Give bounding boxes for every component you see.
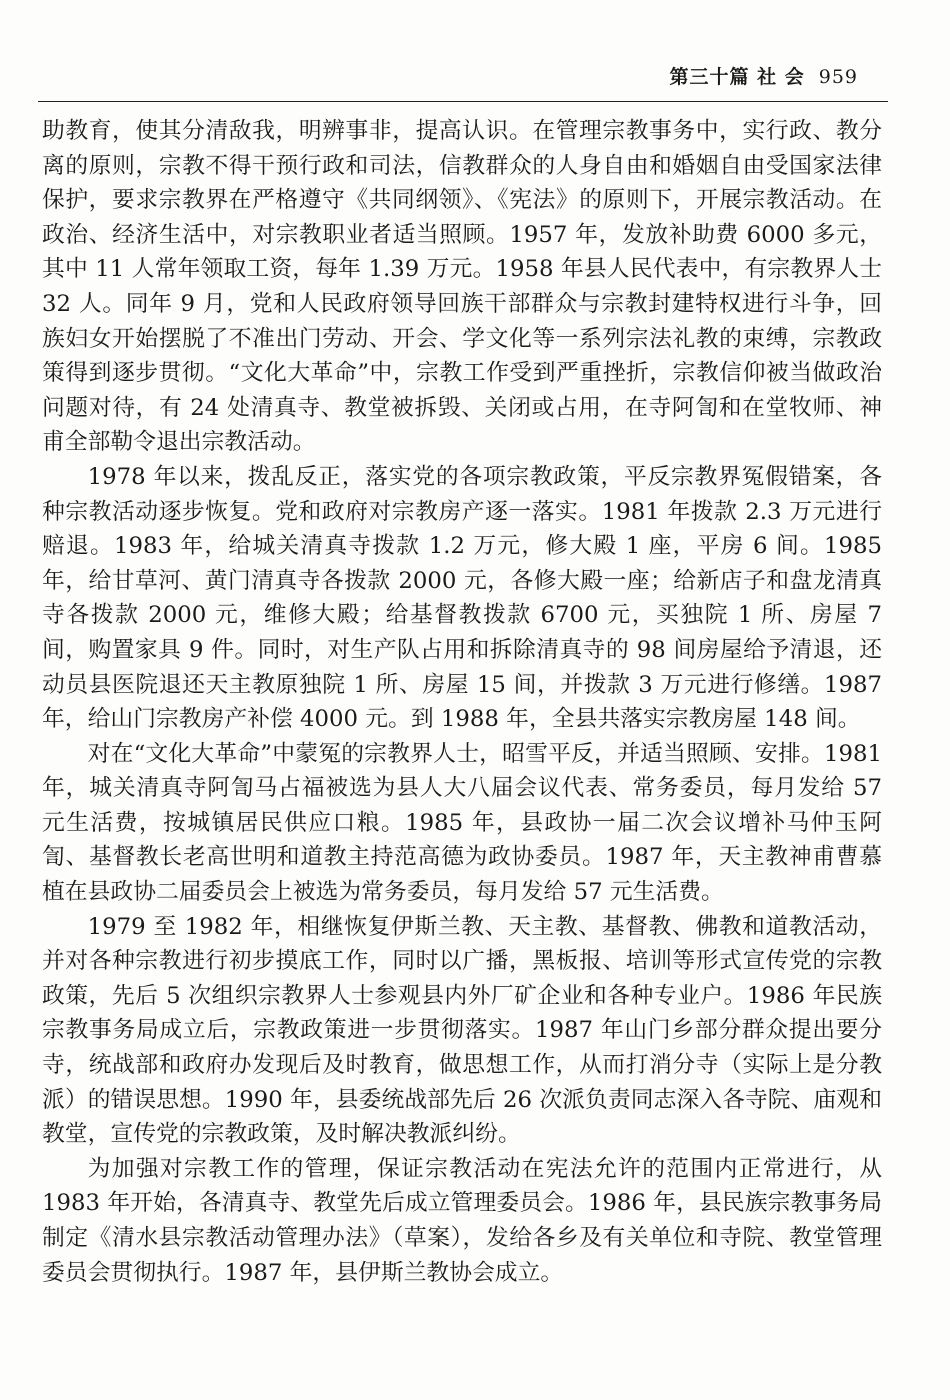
chapter-title: 第三十篇 社 会 <box>669 66 805 88</box>
paragraph: 对在“文化大革命”中蒙冤的宗教界人士，昭雪平反，并适当照顾、安排。1981 年，城关清真寺阿訇马占福被选为县人大八届会议代表、常务委员，每月发给 57 元生活费，按城镇居民供应口粮。1985 年，县政协一届二次会议增补马仲玉阿訇、基督教长老高世明和道教主持范高德为政协委员。1987 年，天主教神甫曹慕植在县政协二届委员会上被选为常务委员，每月发给 57 元生活费。 <box>42 740 882 906</box>
running-header <box>670 62 859 89</box>
paragraph: 1978 年以来，拨乱反正，落实党的各项宗教政策，平反宗教界冤假错案，各种宗教活动逐步恢复。党和政府对宗教房产逐一落实。1981 年拨款 2.3 万元进行赔退。1983 年，给城关清真寺拨款 1.2 万元，修大殿 1 座，平房 6 间。1985 年，给甘草河、黄门清真寺各拨款 2000 元，各修大殿一座；给新店子和盘龙清真寺各拨款 2000 元，维修大殿；给基督教拨款 6700 元，买独院 1 所、房屋 7 间，购置家具 9 件。同时，对生产队占用和拆除清真寺的 98 间房屋给予清退，还动员县医院退还天主教原独院 1 所、房屋 15 间，并拨款 3 万元进行修缮。1987 年，给山门宗教房产补偿 4000 元。到 1988 年，全县共落实宗教房屋 148 间。 <box>42 463 882 733</box>
paragraph: 1979 至 1982 年，相继恢复伊斯兰教、天主教、基督教、佛教和道教活动，并对各种宗教进行初步摸底工作，同时以广播，黑板报、培训等形式宣传党的宗教政策，先后 5 次组织宗教界人士参观县内外厂矿企业和各种专业户。1986 年民族宗教事务局成立后，宗教政策进一步贯彻落实。1987 年山门乡部分群众提出要分寺，统战部和政府办发现后及时教育，做思想工作，从而打消分寺（实际上是分教派）的错误思想。1990 年，县委统战部先后 26 次派负责同志深入各寺院、庙观和教堂，宣传党的宗教政策，及时解决教派纠纷。 <box>42 913 882 1148</box>
page-number: 959 <box>818 66 858 88</box>
body-text <box>42 114 882 1290</box>
header-rule <box>38 101 888 102</box>
paragraph: 为加强对宗教工作的管理，保证宗教活动在宪法允许的范围内正常进行，从 1983 年开始，各清真寺、教堂先后成立管理委员会。1986 年，县民族宗教事务局制定《清水县宗教活动管理办法》（草案），发给各乡及有关单位和寺院、教堂管理委员会贯彻执行。1987 年，县伊斯兰教协会成立。 <box>42 1155 882 1286</box>
paragraph: 助教育，使其分清敌我，明辨事非，提高认识。在管理宗教事务中，实行政、教分离的原则，宗教不得干预行政和司法，信教群众的人身自由和婚姻自由受国家法律保护，要求宗教界在严格遵守《共同纲领》、《宪法》的原则下，开展宗教活动。在政治、经济生活中，对宗教职业者适当照顾。1957 年，发放补助费 6000 多元，其中 11 人常年领取工资，每年 1.39 万元。1958 年县人民代表中，有宗教界人士 32 人。同年 9 月，党和人民政府领导回族干部群众与宗教封建特权进行斗争，回族妇女开始摆脱了不准出门劳动、开会、学文化等一系列宗法礼教的束缚，宗教政策得到逐步贯彻。“文化大革命”中，宗教工作受到严重挫折，宗教信仰被当做政治问题对待，有 24 处清真寺、教堂被拆毁、关闭或占用，在寺阿訇和在堂牧师、神甫全部勒令退出宗教活动。 <box>42 118 882 456</box>
